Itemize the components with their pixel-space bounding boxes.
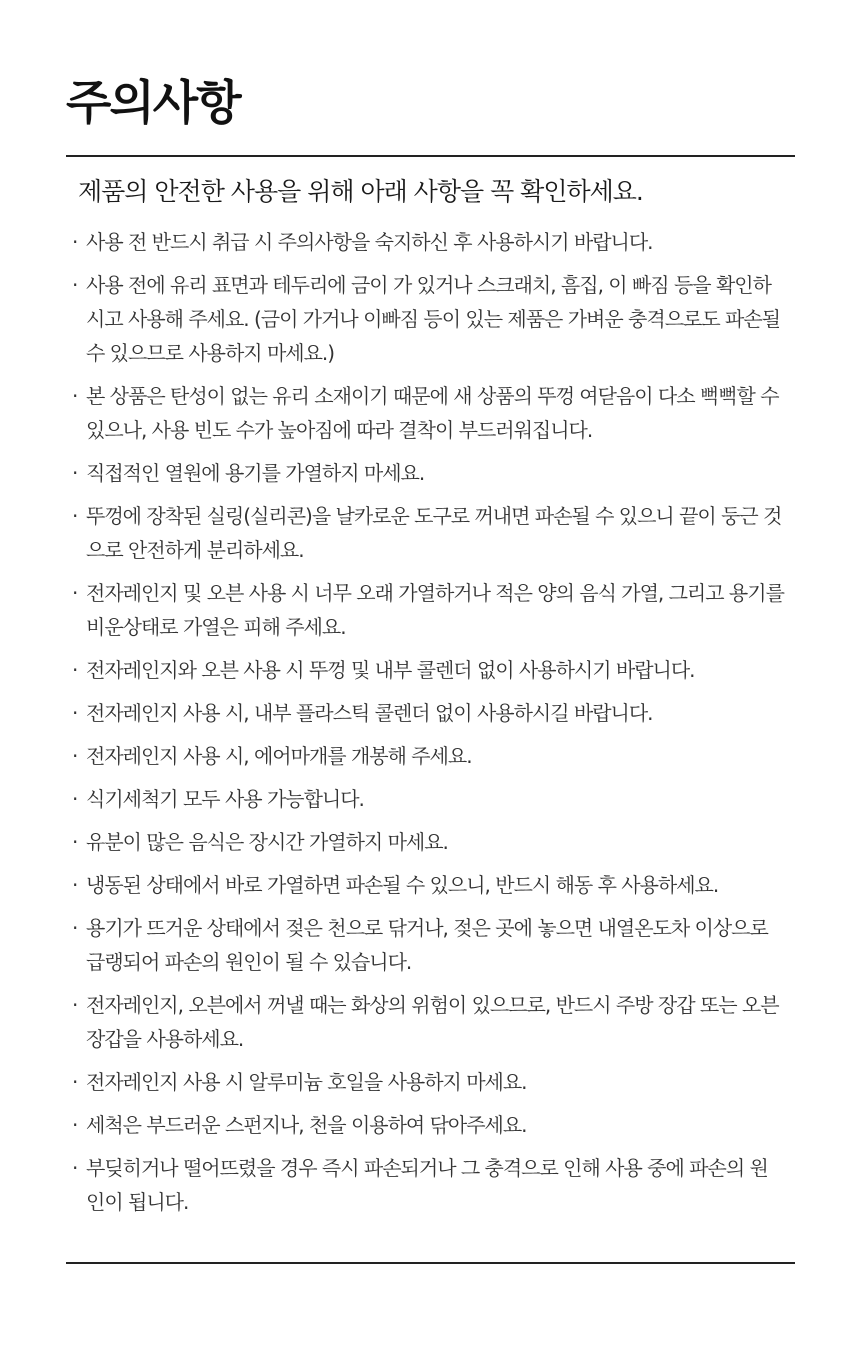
bullet-mark: · xyxy=(72,504,78,528)
caution-text: 세척은 부드러운 스펀지나, 천을 이용하여 닦아주세요. xyxy=(86,1113,527,1137)
caution-item xyxy=(72,1065,784,1099)
caution-text: 전자레인지 사용 시, 에어마개를 개봉해 주세요. xyxy=(86,744,472,768)
caution-item xyxy=(72,576,784,644)
bullet-mark: · xyxy=(72,581,78,605)
caution-text: 전자레인지 사용 시 알루미늄 호일을 사용하지 마세요. xyxy=(86,1070,527,1094)
caution-text: 전자레인지, 오븐에서 꺼낼 때는 화상의 위험이 있으므로, 반드시 주방 장갑 또는 오븐장갑을 사용하세요. xyxy=(86,993,779,1051)
caution-item xyxy=(72,225,784,259)
caution-item xyxy=(72,825,784,859)
bullet-mark: · xyxy=(72,1070,78,1094)
caution-text: 냉동된 상태에서 바로 가열하면 파손될 수 있으니, 반드시 해동 후 사용하세요. xyxy=(86,873,719,897)
bullet-mark: · xyxy=(72,787,78,811)
top-divider xyxy=(66,155,795,157)
caution-item xyxy=(72,1151,784,1219)
bullet-mark: · xyxy=(72,701,78,725)
caution-item xyxy=(72,379,784,447)
caution-item xyxy=(72,739,784,773)
bullet-mark: · xyxy=(72,830,78,854)
caution-item xyxy=(72,653,784,687)
caution-text: 사용 전 반드시 취급 시 주의사항을 숙지하신 후 사용하시기 바랍니다. xyxy=(86,230,653,254)
caution-item xyxy=(72,868,784,902)
caution-text: 직접적인 열원에 용기를 가열하지 마세요. xyxy=(86,461,425,485)
bullet-mark: · xyxy=(72,916,78,940)
bottom-divider xyxy=(66,1262,795,1264)
caution-item xyxy=(72,911,784,979)
bullet-mark: · xyxy=(72,993,78,1017)
bullet-mark: · xyxy=(72,273,78,297)
caution-text: 전자레인지 사용 시, 내부 플라스틱 콜렌더 없이 사용하시길 바랍니다. xyxy=(86,701,653,725)
caution-list xyxy=(72,225,784,1228)
caution-text: 뚜껑에 장착된 실링(실리콘)을 날카로운 도구로 꺼내면 파손될 수 있으니 끝이 둥근 것으로 안전하게 분리하세요. xyxy=(86,504,782,562)
bullet-mark: · xyxy=(72,461,78,485)
caution-text: 본 상품은 탄성이 없는 유리 소재이기 때문에 새 상품의 뚜껑 여닫음이 다소 뻑뻑할 수 있으나, 사용 빈도 수가 높아짐에 따라 결착이 부드러워집니다. xyxy=(86,384,779,442)
caution-item xyxy=(72,1108,784,1142)
caution-text: 사용 전에 유리 표면과 테두리에 금이 가 있거나 스크래치, 흠집, 이 빠짐 등을 확인하시고 사용해 주세요. (금이 가거나 이빠짐 등이 있는 제품은 가벼운 충격으로도 파손될 수 있으므로 사용하지 마세요.) xyxy=(86,273,780,365)
caution-text: 식기세척기 모두 사용 가능합니다. xyxy=(86,787,364,811)
caution-text: 전자레인지와 오븐 사용 시 뚜껑 및 내부 콜렌더 없이 사용하시기 바랍니다. xyxy=(86,658,695,682)
caution-item xyxy=(72,988,784,1056)
page-title: 주의사항 xyxy=(66,76,240,131)
caution-text: 용기가 뜨거운 상태에서 젖은 천으로 닦거나, 젖은 곳에 놓으면 내열온도차 이상으로 급랭되어 파손의 원인이 될 수 있습니다. xyxy=(86,916,768,974)
caution-text: 유분이 많은 음식은 장시간 가열하지 마세요. xyxy=(86,830,448,854)
bullet-mark: · xyxy=(72,230,78,254)
caution-item xyxy=(72,499,784,567)
section-subtitle: 제품의 안전한 사용을 위해 아래 사항을 꼭 확인하세요. xyxy=(78,177,643,206)
bullet-mark: · xyxy=(72,873,78,897)
caution-text: 부딪히거나 떨어뜨렸을 경우 즉시 파손되거나 그 충격으로 인해 사용 중에 파손의 원인이 됩니다. xyxy=(86,1156,768,1214)
caution-item xyxy=(72,696,784,730)
bullet-mark: · xyxy=(72,1113,78,1137)
caution-item xyxy=(72,456,784,490)
bullet-mark: · xyxy=(72,658,78,682)
bullet-mark: · xyxy=(72,744,78,768)
bullet-mark: · xyxy=(72,384,78,408)
bullet-mark: · xyxy=(72,1156,78,1180)
caution-item xyxy=(72,782,784,816)
caution-item xyxy=(72,268,784,370)
caution-text: 전자레인지 및 오븐 사용 시 너무 오래 가열하거나 적은 양의 음식 가열, 그리고 용기를 비운상태로 가열은 피해 주세요. xyxy=(86,581,784,639)
